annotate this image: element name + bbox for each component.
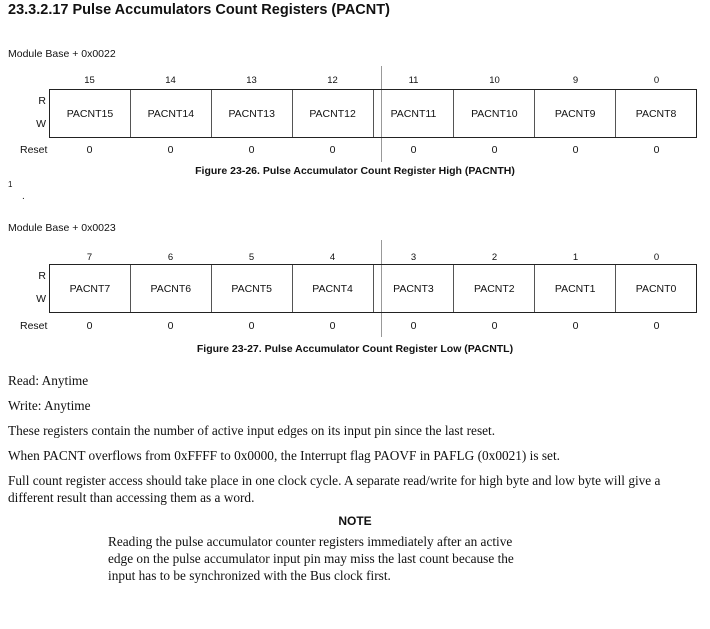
bit-number: 12 xyxy=(327,75,338,86)
register-field: PACNT5 xyxy=(211,265,292,312)
reset-value: 0 xyxy=(86,320,93,332)
register-field: PACNT8 xyxy=(615,90,696,137)
module-base-low: Module Base + 0x0023 xyxy=(8,222,116,234)
write-label: W xyxy=(36,293,46,305)
reset-value: 0 xyxy=(248,144,255,156)
reset-value: 0 xyxy=(491,144,498,156)
bit-number: 0 xyxy=(653,75,660,86)
reset-value: 0 xyxy=(329,320,336,332)
register-field: PACNT7 xyxy=(69,282,111,295)
register-field: PACNT2 xyxy=(453,265,534,312)
reset-value: 0 xyxy=(167,320,174,332)
register-field: PACNT9 xyxy=(534,90,615,137)
bit-number: 3 xyxy=(410,252,417,263)
register-field: PACNT4 xyxy=(292,265,373,312)
register-field: PACNT0 xyxy=(615,265,696,312)
reset-value: 0 xyxy=(572,144,579,156)
note-title: NOTE xyxy=(338,514,372,528)
register-field: PACNT3 xyxy=(373,265,454,312)
note-line: Reading the pulse accumulator counter registers immediately after an active xyxy=(108,534,513,549)
register-field: PACNT14 xyxy=(130,90,211,137)
reset-value: 0 xyxy=(167,144,174,156)
paragraph-access: Full count register access should take place in one clock cycle. A separate read/write for high byte and low byte will give a different result than accessing them as a word. xyxy=(8,473,661,505)
paragraph-write-access: Write: Anytime xyxy=(8,398,91,413)
reset-value: 0 xyxy=(86,144,93,156)
bit-number: 11 xyxy=(408,75,419,86)
read-label: R xyxy=(38,270,46,282)
write-label: W xyxy=(36,118,46,130)
reset-value: 0 xyxy=(410,144,417,156)
bit-number: 1 xyxy=(572,252,579,263)
bit-numbers-low xyxy=(49,252,697,263)
note-line: edge on the pulse accumulator input pin may miss the last count because the xyxy=(108,551,514,566)
bit-numbers-high xyxy=(49,75,697,86)
section-heading: 23.3.2.17 Pulse Accumulators Count Registers (PACNT) xyxy=(8,2,390,18)
figure-caption-low: Figure 23-27. Pulse Accumulator Count Register Low (PACNTL) xyxy=(196,343,514,355)
bit-number: 2 xyxy=(491,252,498,263)
reset-value: 0 xyxy=(653,320,660,332)
bit-number: 9 xyxy=(572,75,579,86)
reset-value: 0 xyxy=(491,320,498,332)
bit-number: 15 xyxy=(84,75,95,86)
paragraph-read-access: Read: Anytime xyxy=(8,373,89,388)
bit-number: 13 xyxy=(246,75,257,86)
paragraph-overflow: When PACNT overflows from 0xFFFF to 0x0000, the Interrupt flag PAOVF in PAFLG (0x0021) is set. xyxy=(8,448,560,463)
reset-values-low xyxy=(49,320,697,332)
register-fields-high xyxy=(49,89,697,138)
read-label: R xyxy=(38,95,46,107)
reset-value: 0 xyxy=(653,144,660,156)
module-base-high: Module Base + 0x0022 xyxy=(8,48,116,60)
reset-value: 0 xyxy=(248,320,255,332)
bit-number: 0 xyxy=(653,252,660,263)
bit-number: 4 xyxy=(329,252,336,263)
footnote-mark: 1 xyxy=(8,180,13,189)
reset-value: 0 xyxy=(572,320,579,332)
register-field: PACNT1 xyxy=(534,265,615,312)
register-field: PACNT13 xyxy=(211,90,292,137)
reset-label: Reset xyxy=(20,144,48,156)
bit-number: 14 xyxy=(165,75,176,86)
bit-number: 5 xyxy=(248,252,255,263)
paragraph-description: These registers contain the number of active input edges on its input pin since the last reset. xyxy=(8,423,496,438)
register-field: PACNT10 xyxy=(453,90,534,137)
bit-number: 10 xyxy=(489,75,500,86)
register-field: PACNT6 xyxy=(130,265,211,312)
reset-values-high xyxy=(49,144,697,156)
register-field: PACNT15 xyxy=(66,107,114,120)
figure-caption-high: Figure 23-26. Pulse Accumulator Count Register High (PACNTH) xyxy=(195,165,515,177)
reset-value: 0 xyxy=(329,144,336,156)
bit-number: 6 xyxy=(167,252,174,263)
note-line: input has to be synchronized with the Bus clock first. xyxy=(108,568,391,583)
register-field: PACNT11 xyxy=(373,90,454,137)
reset-value: 0 xyxy=(410,320,417,332)
footnote-dot: . xyxy=(22,191,25,202)
register-fields-low xyxy=(49,264,697,313)
reset-label: Reset xyxy=(20,320,48,332)
register-field: PACNT12 xyxy=(292,90,373,137)
bit-number: 7 xyxy=(86,252,93,263)
